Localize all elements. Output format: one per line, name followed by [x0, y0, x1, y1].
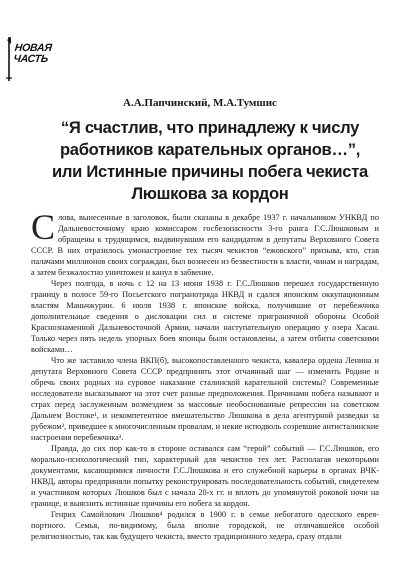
- paragraph-1: [31, 207, 379, 278]
- paragraph-1-text: лова, вынесенные в заголовок, были сказаны в декабре 1937 г. начальником УНКВД по Дальневосточному краю комиссаром госбезопасности 3-го ранга Г.С.Люшковым и обращены к трудящимся, выдвинувшим его кандидатом в депутаты Верховного Совета СССР. В них отразилось умонастроение тех тысяч чекистов “ежовского” призыва, кто, став палачами миллионов своих сограждан, был вознесен из безвестности к власти, чинам и наградам, а затем безжалостно уничтожен и канул в забвение.: [31, 213, 379, 277]
- journal-logo: [6, 36, 64, 87]
- logo-line-1: НОВАЯ: [14, 42, 53, 54]
- drop-cap: С: [31, 207, 56, 247]
- paragraph-3: Что же заставило члена ВКП(б), высокопоставленного чекиста, кавалера ордена Ленина и депутата Верховного Совета СССР предпринять этот отчаянный шаг — изменить Родине и обречь своих родных на суровое наказание сталинской карательной системы? Современные исследователи высказывают на этот счет разные предположения. Причинами побега называют и страх перед заслуженным возмездием за массовые необоснованные репрессии на советском Дальнем Востоке¹, и некомпетентное вмешательство Люшкова в дела агентурной разведки за рубежом², приведшее к многочисленным провалам, и некие исподволь созревшие антисталинские настроения перебежчика³.: [31, 356, 379, 442]
- article-title: “Я счастлив, что принадлежу к числу работников карательных органов…”, или Истинные причины побега чекиста Люшкова за кордон: [52, 118, 368, 203]
- article-authors: А.А.Папчинский, М.А.Тумшис: [123, 97, 277, 109]
- logo-wordmark: [13, 43, 67, 65]
- article-body: [31, 207, 379, 542]
- paragraph-5: Генрих Самойлович Люшков⁴ родился в 1900 г. в семье небогатого одесского еврея-портного. Семья, по-видимому, была вполне городской, не отличавшейся особой религиозностью, так как будущего чекиста, вместо традиционного хедера, сразу отдали: [31, 510, 379, 541]
- paragraph-2: Через полгода, в ночь с 12 на 13 июня 1938 г. Г.С.Люшков перешел государственную границу в полосе 59-го Посьетского погранотряда НКВД и сдался японским оккупационным властям Маньчжурии. 6 июля 1938 г. японские войска, получившие от перебежчика дополнительные сведения о дислокации сил и системе приграничной обороны Особой Краснознаменной Дальневосточной Армии, начали наступательную операцию у озера Хасан. Только через пять недель упорных боев японцы были остановлены, а затем отбиты советскими войсками…: [31, 279, 379, 354]
- logo-line-2: ЧАСТЬ: [12, 53, 49, 65]
- paragraph-4: Правда, до сих пор как-то в стороне оставался сам “герой” событий — Г.С.Люшков, его морально-психологический тип, характерный для чекистов тех лет. Располагая некоторыми документами, касающимися личности Г.С.Люшкова и его служебной карьеры в органах ВЧК-НКВД, авторы предприняли попытку реконструировать последовательность событий, свидетелем и участником которых Люшков был с начала 20-х гг. и вплоть до упомянутой роковой ночи на границе, и выяснить истинные причины его побега за кордон.: [31, 444, 379, 508]
